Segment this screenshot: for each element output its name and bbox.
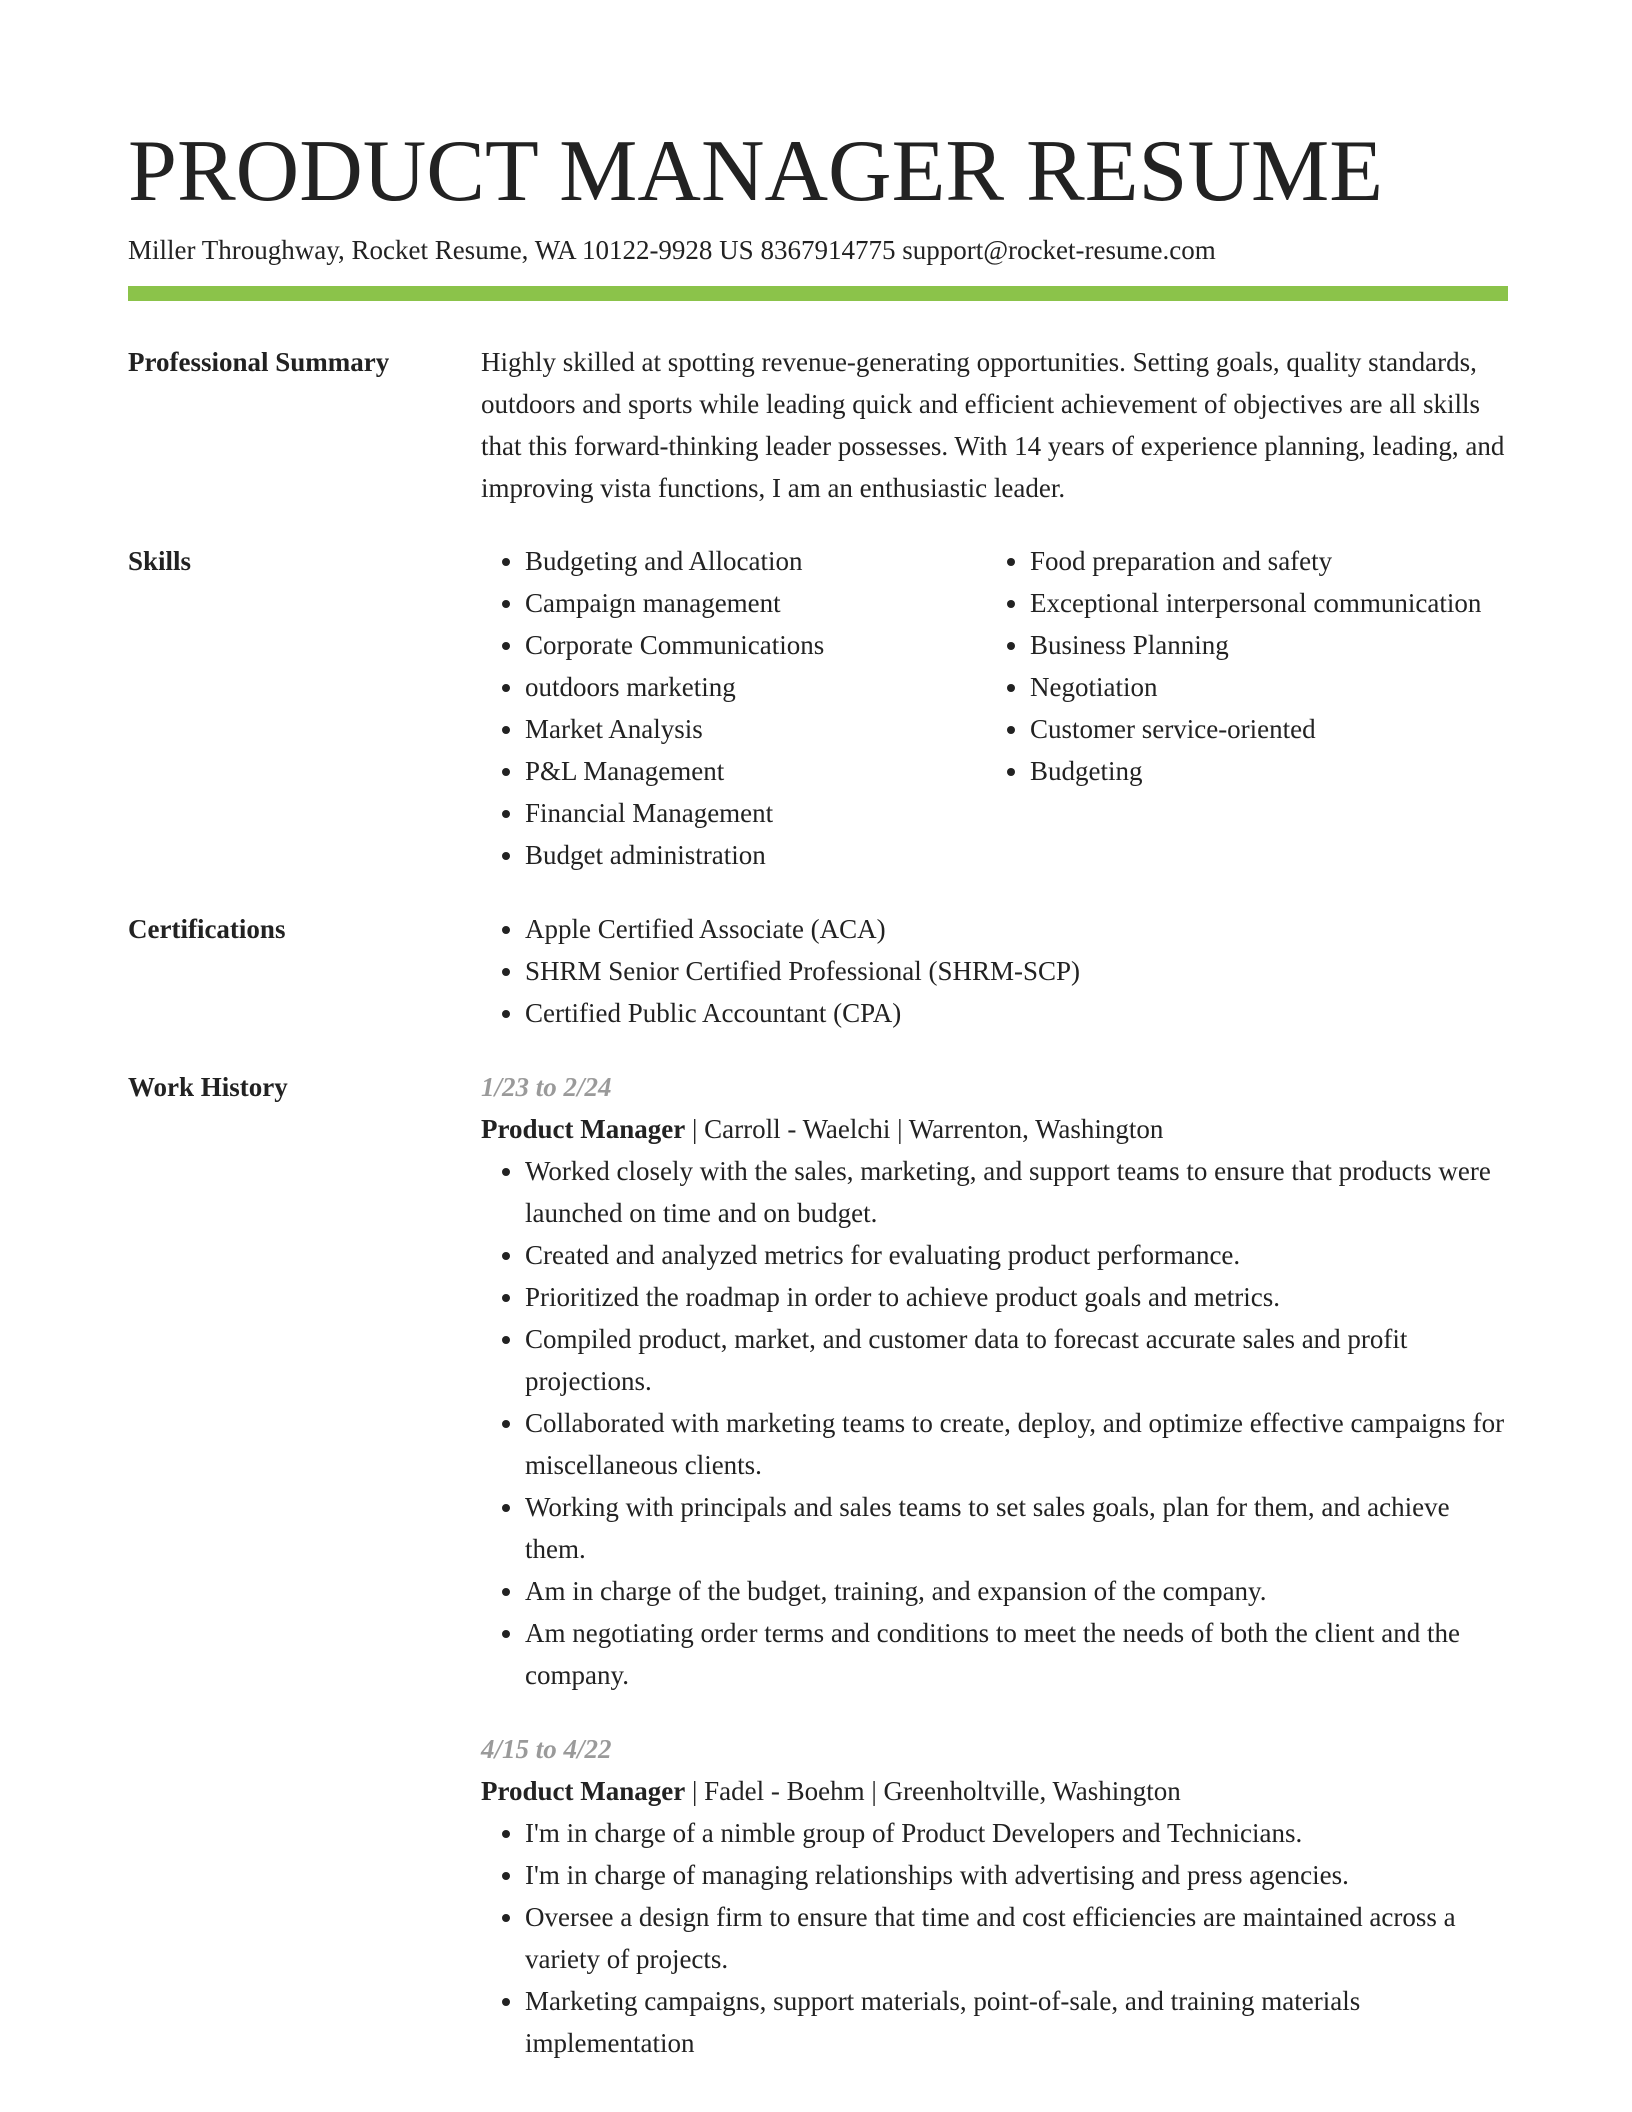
section-heading-skills: Skills: [128, 546, 192, 576]
job-bullets: [481, 1812, 1508, 2064]
job-entry: [481, 1728, 1508, 2064]
list-item: • Market Analysis: [525, 708, 986, 750]
certifications-section: [128, 908, 1508, 1034]
list-item: • Budgeting: [1030, 750, 1491, 792]
accent-divider: [128, 286, 1508, 301]
list-item: • Budget administration: [525, 834, 986, 876]
job-dates: 1/23 to 2/24: [481, 1072, 612, 1102]
job-heading: [481, 1108, 1508, 1150]
list-item: • Working with principals and sales teams to set sales goals, plan for them, and achieve them.: [525, 1486, 1508, 1570]
list-item: • Corporate Communications: [525, 624, 986, 666]
list-item: • Food preparation and safety: [1030, 540, 1491, 582]
contact-line: Miller Throughway, Rocket Resume, WA 10122-9928 US 8367914775 support@rocket-resume.com: [128, 235, 1216, 265]
skills-list-left: [481, 540, 986, 876]
summary-text: Highly skilled at spotting revenue-generating opportunities. Setting goals, quality standards, outdoors and sports while leading quick and efficient achievement of objectives are all skills that this forward-thinking leader possesses. With 14 years of experience planning, leading, and improving vista functions, I am an enthusiastic leader.: [481, 347, 1505, 503]
summary-section: [128, 341, 1508, 509]
list-item: • Negotiation: [1030, 666, 1491, 708]
job-employer-location: | Fadel - Boehm | Greenholtville, Washington: [685, 1776, 1181, 1806]
job-title: Product Manager: [481, 1776, 686, 1806]
resume-page: [128, 122, 1508, 2064]
work-history-section: [128, 1066, 1508, 2064]
list-item: • Business Planning: [1030, 624, 1491, 666]
list-item: • I'm in charge of managing relationships with advertising and press agencies.: [525, 1854, 1508, 1896]
section-heading-summary: Professional Summary: [128, 347, 390, 377]
list-item: • Am negotiating order terms and conditions to meet the needs of both the client and the company.: [525, 1612, 1508, 1696]
section-heading-certifications: Certifications: [128, 914, 286, 944]
job-bullets: [481, 1150, 1508, 1696]
job-title: Product Manager: [481, 1114, 686, 1144]
list-item: • Apple Certified Associate (ACA): [525, 908, 1508, 950]
list-item: • P&L Management: [525, 750, 986, 792]
resume-title: PRODUCT MANAGER RESUME: [128, 123, 1383, 220]
list-item: • I'm in charge of a nimble group of Product Developers and Technicians.: [525, 1812, 1508, 1854]
section-heading-work-history: Work History: [128, 1072, 288, 1102]
list-item: • Customer service-oriented: [1030, 708, 1491, 750]
list-item: • Certified Public Accountant (CPA): [525, 992, 1508, 1034]
list-item: • Created and analyzed metrics for evaluating product performance.: [525, 1234, 1508, 1276]
list-item: • Collaborated with marketing teams to create, deploy, and optimize effective campaigns for miscellaneous clients.: [525, 1402, 1508, 1486]
job-heading: [481, 1770, 1508, 1812]
list-item: • SHRM Senior Certified Professional (SHRM-SCP): [525, 950, 1508, 992]
list-item: • Budgeting and Allocation: [525, 540, 986, 582]
list-item: • Oversee a design firm to ensure that time and cost efficiencies are maintained across a variety of projects.: [525, 1896, 1508, 1980]
certifications-list: [481, 908, 1508, 1034]
skills-list-right: [986, 540, 1491, 792]
list-item: • outdoors marketing: [525, 666, 986, 708]
list-item: • Marketing campaigns, support materials, point-of-sale, and training materials implementation: [525, 1980, 1508, 2064]
job-employer-location: | Carroll - Waelchi | Warrenton, Washington: [685, 1114, 1164, 1144]
list-item: • Campaign management: [525, 582, 986, 624]
list-item: • Compiled product, market, and customer data to forecast accurate sales and profit projections.: [525, 1318, 1508, 1402]
job-entry: [481, 1066, 1508, 1696]
skills-section: [128, 540, 1508, 876]
list-item: • Worked closely with the sales, marketing, and support teams to ensure that products were launched on time and on budget.: [525, 1150, 1508, 1234]
list-item: • Financial Management: [525, 792, 986, 834]
list-item: • Exceptional interpersonal communication: [1030, 582, 1491, 624]
list-item: • Am in charge of the budget, training, and expansion of the company.: [525, 1570, 1508, 1612]
job-dates: 4/15 to 4/22: [481, 1734, 612, 1764]
list-item: • Prioritized the roadmap in order to achieve product goals and metrics.: [525, 1276, 1508, 1318]
